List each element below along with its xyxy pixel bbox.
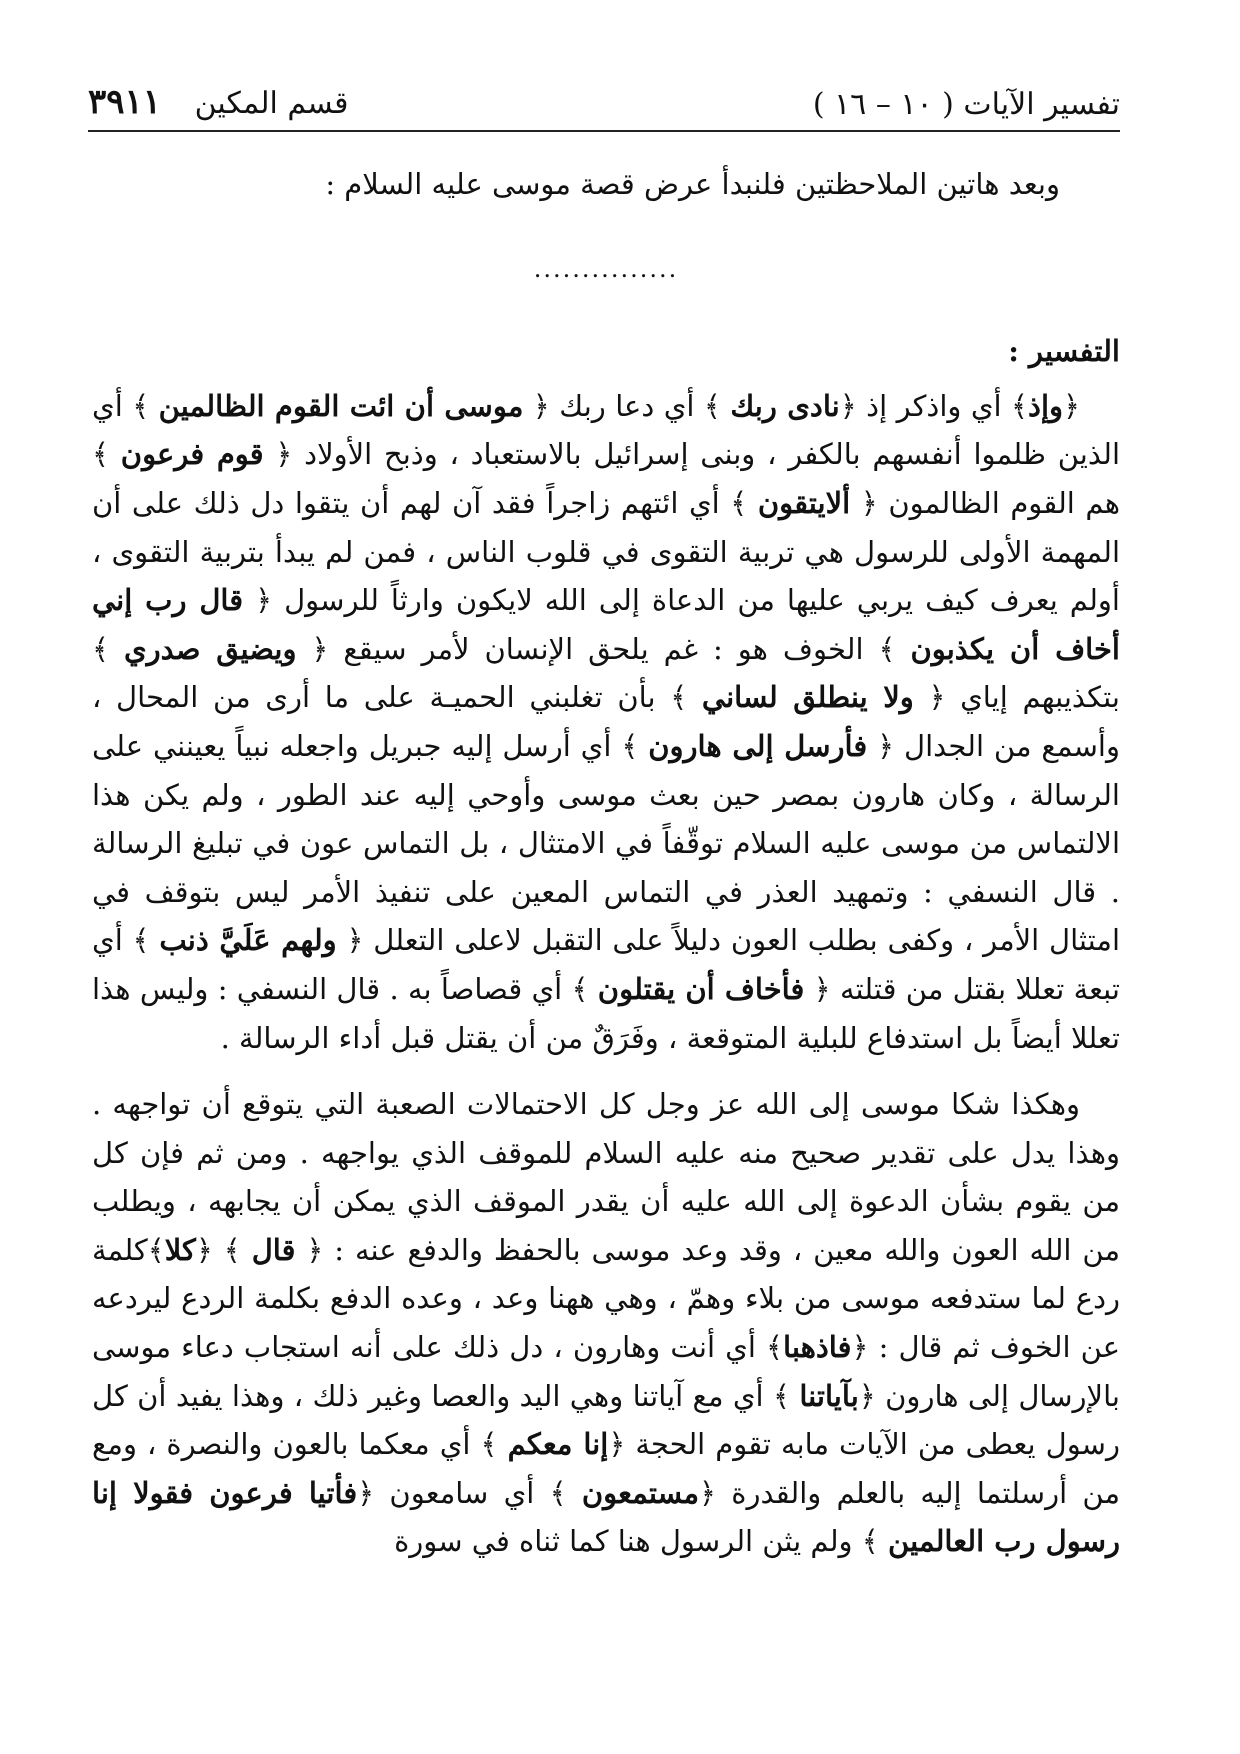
header-left-group (88, 82, 348, 122)
commentary-text: ﴾ أي قصاصاً به . قال النسفي : وليس هذا تعللا أيضاً بل استدفاع للبلية المتوقعة ، وفَرَقٌ من أن يقتل قبل أداء الرسالة . (92, 971, 1120, 1055)
quran-quote: فاذهبا (782, 1330, 852, 1365)
commentary-text: ﴾كلمة ردع لما ستدفعه موسى من بلاء وهمّ ، وهي ههنا وعد ، وعده الدفع بكلمة الردع ليردعه عن الخوف ثم قال : ﴿ (92, 1232, 1120, 1365)
quran-quote: كلا (164, 1232, 196, 1267)
commentary-text: ﴾ بتكذيبهم إياي ﴿ (92, 631, 1120, 715)
commentary-text: ﴾ أي الذين ظلموا أنفسهم بالكفر ، وبنى إسرائيل بالاستعباد ، وذبح الأولاد ﴿ (92, 388, 1120, 472)
quran-quote: قال (251, 1232, 296, 1267)
section-name: قسم المكين (194, 86, 349, 121)
page-number: ٣٩١١ (88, 82, 162, 122)
commentary-text: ﴾ أي أرسل إليه جبريل واجعله نبياً يعينني على الرسالة ، وكان هارون بمصر حين بعث موسى وأوحي إليه عند الطور ، ولم يكن هذا الالتماس من موسى عليه السلام توقّفاً في الامتثال ، بل التماس عون في تبليغ الرسالة . قال النسفي : وتمهيد العذر في التماس المعين على تنفيذ الأمر ليس بتوقف في امتثال الأمر ، وكفى بطلب العون دليلاً على التقبل لاعلى التعلل ﴿ (92, 728, 1120, 958)
commentary-text: ﴾ بأن تغلبني الحميـة على ما أرى من المحال ، وأسمع من الجدال ﴿ (92, 680, 1120, 763)
quran-quote: ويضيق صدري (123, 631, 297, 666)
quran-quote: موسى أن ائت القوم الظالمين (158, 388, 524, 423)
quran-quote: فأرسل إلى هارون (648, 728, 868, 763)
quran-quote: ولا ينطلق لساني (701, 680, 914, 715)
commentary-text: ﴾ أي ائتهم زاجراً فقد آن لهم أن يتقوا دل ذلك على أن المهمة الأولى للرسول هي تربية التقوى في قلوب الناس ، فمن لم يبدأ بتربية التقوى ، أولم يعرف كيف يربي عليها من الدعاة إلى الله لايكون وارثاً للرسول ﴿ (92, 485, 1120, 618)
quran-quote: قال رب إني أخاف أن يكذبون (92, 583, 1120, 666)
quran-quote: بآياتنا (799, 1378, 859, 1413)
commentary-text: ﴾ الخوف هو : غم يلحق الإنسان لأمر سيقع ﴿ (296, 631, 911, 666)
commentary-text: ﴾ أي تبعة تعللا بقتل من قتلته ﴿ (92, 923, 1120, 1006)
page-header (88, 70, 1120, 122)
tafsir-paragraph-2 (92, 1080, 1120, 1566)
commentary-text: وهكذا شكا موسى إلى الله عز وجل كل الاحتمالات الصعبة التي يتوقع أن تواجهه . وهذا يدل على تقدير صحيح منه عليه السلام للموقف الذي يواجهه . ومن ثم فإن كل من يقوم بشأن الدعوة إلى الله عليه أن يقدر الموقف الذي يمكن أن يجابهه ، ويطلب من الله العون والله معين ، وقد وعد موسى بالحفظ والدفع عنه : ﴿ (92, 1087, 1121, 1267)
quran-quote: ألايتقون (757, 485, 851, 520)
intro-line: وبعد هاتين الملاحظتين فلنبدأ عرض قصة موسى عليه السلام : (325, 167, 1060, 201)
quran-quote: نادى ربك (730, 388, 840, 423)
body-text (92, 150, 1120, 1566)
commentary-text: ﴾ ولم يثن الرسول هنا كما ثناه في سورة (394, 1524, 888, 1559)
commentary-text: ﴾ أي سامعون ﴿ (357, 1475, 582, 1510)
quran-quote: ولهم عَلَيَّ ذنب (159, 923, 337, 958)
tafsir-paragraph-1 (92, 382, 1120, 1062)
section-title: التفسير : (1008, 334, 1120, 369)
commentary-text: ﴾ هم القوم الظالمون ﴿ (92, 437, 1120, 520)
commentary-text: ﴾ ﴿ (195, 1232, 252, 1267)
commentary-text: ﴾ أي دعا ربك ﴿ (523, 388, 731, 423)
quran-quote: مستمعون (581, 1475, 700, 1510)
commentary-text: ﴾ أي معكما بالعون والنصرة ، ومع من أرسلتما إليه بالعلم والقدرة ﴿ (92, 1427, 1120, 1510)
commentary-text: ﴾ أي مع آياتنا وهي اليد والعصا وغير ذلك ، وهذا يفيد أن كل رسول يعطى من الآيات مابه تقوم الحجة ﴿ (92, 1378, 1120, 1462)
quran-quote: فأخاف أن يقتلون (597, 971, 805, 1006)
commentary-text: ﴾ أي واذكر إذ ﴿ (839, 388, 1029, 423)
running-head-title: تفسير الآيات ( ١٠ – ١٦ ) (812, 87, 1120, 122)
quran-quote: إنا معكم (507, 1427, 609, 1462)
quran-quote: فأتيا فرعون فقولا إنا رسول رب العالمين (92, 1475, 1120, 1559)
header-rule (88, 130, 1120, 132)
quran-quote: قوم فرعون (120, 437, 264, 472)
quran-quote: وإذ (1028, 388, 1064, 423)
commentary-text: ﴾ أي أنت وهارون ، دل ذلك على أنه استجاب دعاء موسى بالإرسال إلى هارون ﴿ (92, 1330, 1120, 1413)
separator-dots: ............... (533, 254, 679, 283)
commentary-text: ﴿ (1063, 388, 1081, 423)
